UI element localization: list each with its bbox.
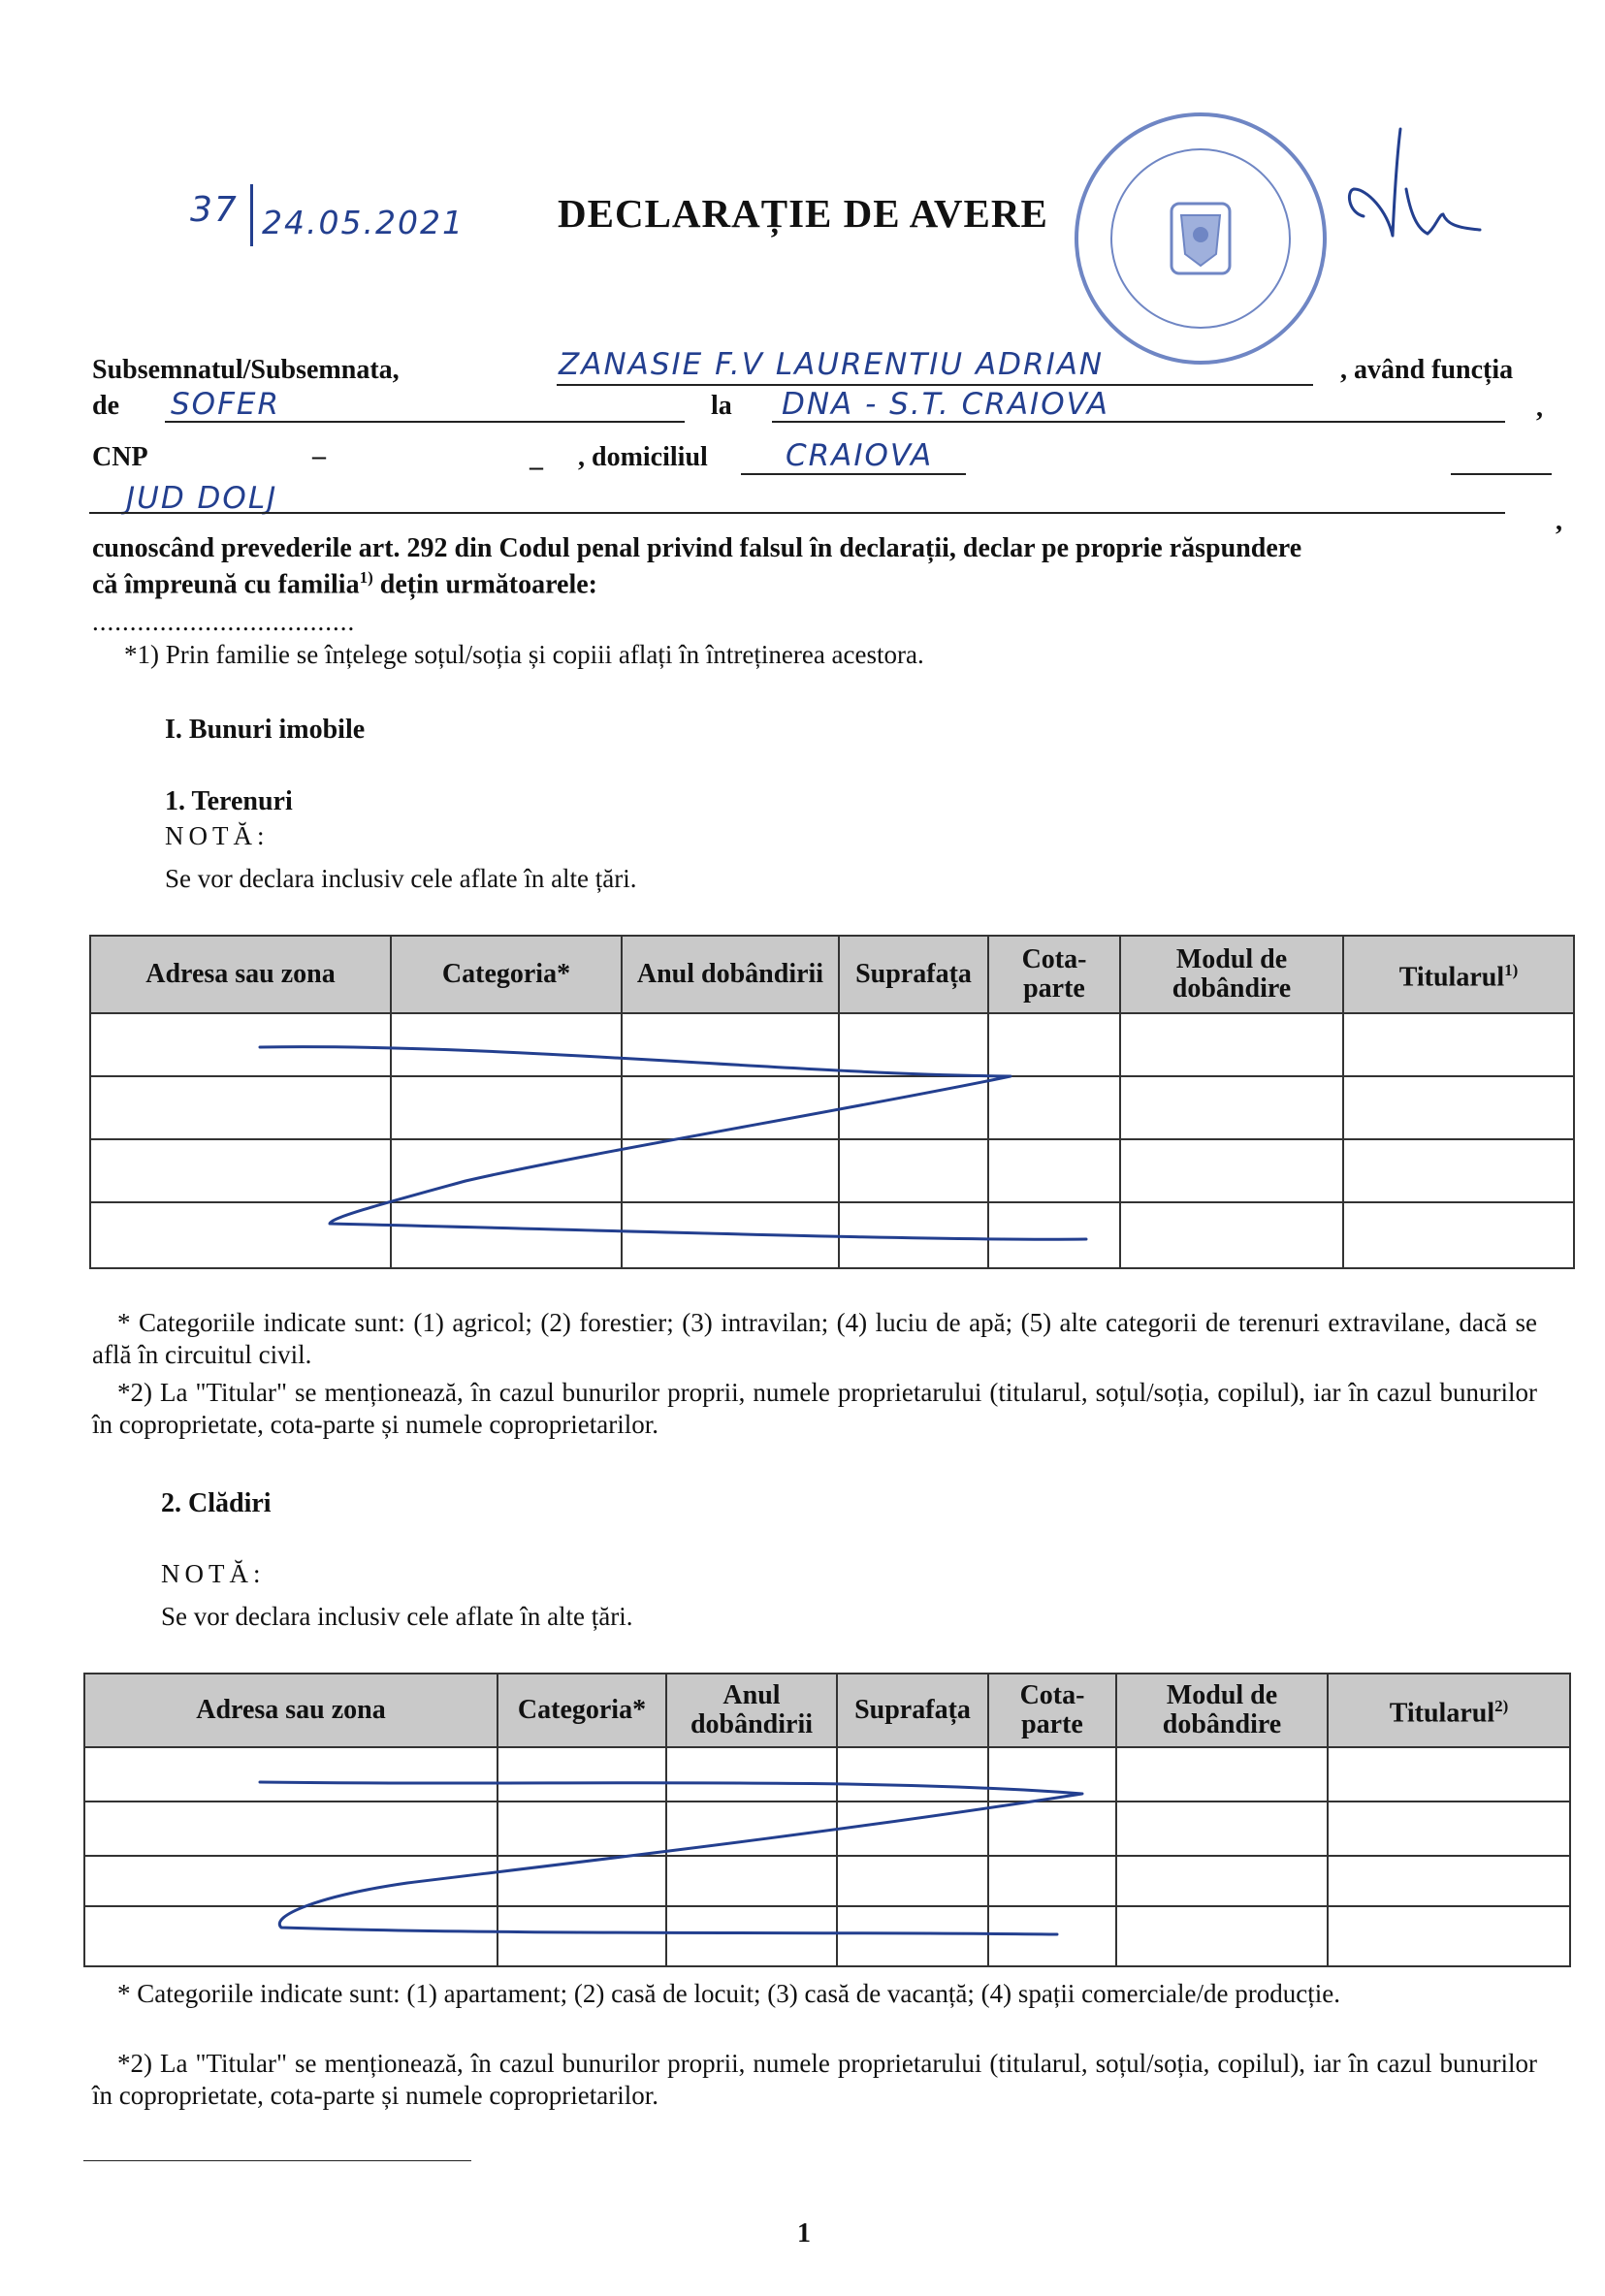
subheading-cladiri: 2. Clădiri: [161, 1488, 272, 1518]
col-categoria: Categoria*: [391, 936, 622, 1013]
col-categoria: Categoria*: [498, 1674, 666, 1747]
comma: ,: [1556, 506, 1562, 536]
col-adresa: Adresa sau zona: [90, 936, 391, 1013]
declarant-institution: DNA - S.T. CRAIOVA: [782, 387, 1109, 422]
section-heading-imobile: I. Bunuri imobile: [165, 715, 366, 745]
intro-line-2: că împreună cu familia$^{1)}$ dețin următoarele:: [92, 568, 597, 600]
cladiri-titular-note: *2) La "Titular" se menționează, în cazul bunurilor proprii, numele proprietarului (titularul, soțul/soția, copilul), iar în cazul bunurilor în coproprietate, cota-parte și numele coproprietarilor.: [92, 2049, 1537, 2110]
terenuri-titular-note: *2) La "Titular" se menționează, în cazul bunurilor proprii, numele proprietarului (titularul, soțul/soția, copilul), iar în cazul bunurilor în coproprietate, cota-parte și numele coproprietarilor.: [92, 1378, 1537, 1439]
col-cota: Cota-parte: [988, 1674, 1116, 1747]
col-suprafata: Suprafața: [837, 1674, 988, 1747]
nota-text: Se vor declara inclusiv cele aflate în alte țări.: [165, 864, 637, 893]
subheading-terenuri: 1. Terenuri: [165, 786, 293, 816]
document-title: DECLARAȚIE DE AVERE: [558, 191, 1048, 236]
terenuri-cancel-stroke: [260, 1047, 1086, 1240]
nota-label: NOTĂ:: [161, 1559, 266, 1588]
col-titular: Titularul$^{1)}$: [1343, 936, 1574, 1013]
intro-line-1: cunoscând prevederile art. 292 din Codul penal privind falsul în declarații, declar pe proprie răspundere: [92, 533, 1302, 563]
col-modul: Modul de dobândire: [1120, 936, 1343, 1013]
cnp-label: CNP: [92, 442, 148, 472]
col-titular: Titularul$^{2)}$: [1328, 1674, 1570, 1747]
terenuri-categories-note: * Categoriile indicate sunt: (1) agricol; (2) forestier; (3) intravilan; (4) luciu de apă; (5) alte categorii de terenuri extravilane, dacă se află în circuitul civil.: [92, 1308, 1537, 1369]
footnote-separator-dots: ...................................: [92, 607, 356, 636]
domicile-county: JUD DOLJ: [126, 481, 278, 516]
col-suprafata: Suprafața: [839, 936, 988, 1013]
subsemnatul-label: Subsemnatul/Subsemnata,: [92, 355, 400, 385]
declarant-function: SOFER: [171, 387, 281, 422]
comma: ,: [1536, 393, 1543, 423]
family-footnote: *1) Prin familie se înțelege soțul/soția și copiii aflați în întreținerea acestora.: [124, 640, 924, 669]
col-anul: Anul dobândirii: [622, 936, 839, 1013]
registration-number: 37: [190, 190, 239, 230]
col-cota: Cota-parte: [988, 936, 1120, 1013]
de-label: de: [92, 391, 119, 421]
col-adresa: Adresa sau zona: [84, 1674, 498, 1747]
nota-label: NOTĂ:: [165, 821, 270, 850]
cladiri-categories-note: * Categoriile indicate sunt: (1) apartament; (2) casă de locuit; (3) casă de vacanță; (4) spații comerciale/de producție.: [117, 1979, 1340, 2008]
col-modul: Modul de dobândire: [1116, 1674, 1328, 1747]
domiciliul-label: , domiciliul: [578, 442, 708, 472]
cnp-redacted-start: –: [312, 441, 326, 471]
cnp-redacted-end: –: [530, 452, 543, 482]
domicile-city: CRAIOVA: [786, 438, 934, 473]
cladiri-cancel-stroke: [260, 1782, 1082, 1934]
la-label: la: [711, 391, 732, 421]
nota-text: Se vor declara inclusiv cele aflate în alte țări.: [161, 1602, 633, 1631]
col-anul: Anul dobândirii: [666, 1674, 837, 1747]
page-number: 1: [797, 2218, 811, 2248]
registration-date: 24.05.2021: [262, 204, 465, 241]
declarant-name: ZANASIE F.V LAURENTIU ADRIAN: [559, 347, 1105, 382]
avand-functia-label: , având funcția: [1340, 355, 1514, 385]
